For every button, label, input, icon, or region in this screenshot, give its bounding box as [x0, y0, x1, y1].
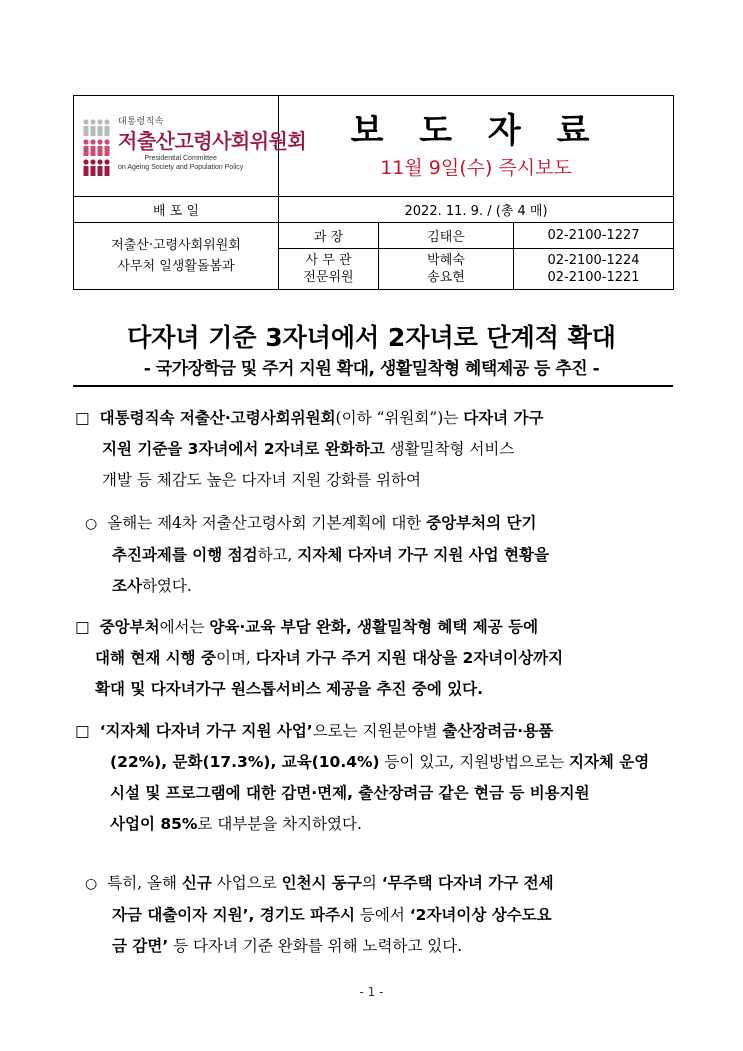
contact-name: 박혜숙 — [427, 253, 465, 268]
title-cell — [279, 96, 674, 197]
p5-text-3: 의 — [361, 874, 382, 892]
p3-bold-4: 다자녀 가구 주거 지원 대상을 2자녀이상까지 — [255, 649, 564, 667]
paragraph-3 — [75, 612, 675, 705]
p4-bold-5: 시설 및 프로그램에 대한 감면·면제, 출산장려금 같은 현금 등 비용지원 — [110, 784, 590, 802]
page-number: - 1 - — [359, 985, 384, 999]
logo-committee-name: 저출산고령사회위원회 — [118, 129, 307, 153]
p5-bold-2: 인천시 동구 — [281, 874, 362, 892]
p4-text-1: 으로는 지원분야별 — [312, 722, 443, 740]
p3-bold-3: 대해 현재 시행 중 — [95, 649, 217, 667]
contact-roles-cell — [279, 249, 379, 290]
distribution-date: 2022. 11. 9. / (총 4 매) — [279, 197, 674, 223]
p2-bold-3: 지자체 다자녀 가구 지원 사업 현황을 — [297, 546, 549, 564]
department-line1: 저출산·고령사회위원회 — [111, 238, 241, 253]
paragraph-4 — [75, 716, 675, 840]
contact-names-cell — [379, 249, 514, 290]
p5-text-4: 등에서 — [354, 906, 410, 924]
p4-text-2: 등이 있고, 지원방법으로는 — [379, 753, 569, 771]
circle-bullet-icon: ○ — [85, 516, 98, 532]
p1-text-2: 생활밀착형 서비스 — [384, 440, 515, 458]
p5-text-5: 등 다자녀 기준 완화를 위해 노력하고 있다. — [168, 937, 463, 955]
p5-bold-1: 신규 — [181, 874, 212, 892]
square-bullet-icon: □ — [75, 409, 90, 427]
committee-logo — [82, 114, 307, 184]
p1-text-1: (이하 “위원회”)는 — [335, 409, 464, 427]
paragraph-2 — [85, 508, 685, 602]
square-bullet-icon: □ — [75, 722, 90, 740]
p2-bold-4: 조사 — [112, 577, 142, 595]
people-logo-icon — [82, 118, 116, 178]
p5-text-1: 특히, 올해 — [107, 874, 182, 892]
p3-bold-1: 중앙부처 — [99, 618, 160, 636]
department-cell — [74, 223, 279, 290]
p4-bold-1: ‘지자체 다자녀 가구 지원 사업’ — [99, 722, 313, 740]
logo-english-line1: Presidential Committee — [144, 155, 217, 162]
contact-phones-cell — [514, 249, 674, 290]
circle-bullet-icon: ○ — [85, 876, 98, 892]
logo-cell — [74, 96, 307, 197]
p4-bold-3: (22%), 문화(17.3%), 교육(10.4%) — [110, 753, 380, 771]
p2-text-3: 하였다. — [141, 577, 192, 595]
p1-text-3: 개발 등 체감도 높은 다자녀 지원 강화를 위하여 — [102, 471, 421, 489]
logo-small-text: 대통령직속 — [118, 117, 164, 127]
contact-phone: 02-2100-1227 — [514, 223, 674, 249]
contact-role: 전문위원 — [303, 270, 354, 285]
document-title: 보 도 자 료 — [350, 111, 602, 151]
p5-bold-5: ‘2자녀이상 상수도요 — [409, 906, 552, 924]
p4-text-3: 로 대부분을 차지하였다. — [197, 815, 362, 833]
paragraph-5 — [85, 868, 685, 962]
p2-text-1: 올해는 제4차 저출산고령사회 기본계획에 대한 — [107, 514, 427, 532]
p1-bold-2: 다자녀 가구 — [463, 409, 544, 427]
p4-bold-2: 출산장려금·용품 — [442, 722, 554, 740]
paragraph-1 — [75, 403, 675, 496]
p5-bold-3: ‘무주택 다자녀 가구 전세 — [381, 874, 554, 892]
contact-name: 송요현 — [427, 270, 465, 285]
p5-bold-6: 금 감면’ — [112, 937, 169, 955]
p4-bold-4: 지자체 운영 — [568, 753, 650, 771]
contact-role: 사 무 관 — [305, 253, 352, 268]
p2-bold-1: 중앙부처의 단기 — [426, 514, 537, 532]
p4-bold-6: 사업이 85% — [110, 815, 198, 833]
p2-bold-2: 추진과제를 이행 점검 — [112, 546, 258, 564]
headline: 다자녀 기준 3자녀에서 2자녀로 단계적 확대 — [127, 323, 616, 352]
contact-role: 과 장 — [279, 223, 379, 249]
p2-text-2: 하고, — [257, 546, 298, 564]
header-table — [73, 95, 674, 290]
p3-text-2: 이며, — [216, 649, 256, 667]
p5-bold-4: 자금 대출이자 지원’, 경기도 파주시 — [112, 906, 355, 924]
headline-rule — [73, 385, 673, 387]
contact-phone: 02-2100-1224 — [547, 253, 640, 268]
p1-bold-3: 지원 기준을 3자녀에서 2자녀로 완화하고 — [102, 440, 385, 458]
p3-bold-5: 확대 및 다자녀가구 원스톱서비스 제공을 추진 중에 있다. — [95, 680, 484, 698]
square-bullet-icon: □ — [75, 618, 90, 636]
p3-bold-2: 양육·교육 부담 완화, 생활밀착형 혜택 제공 등에 — [209, 618, 539, 636]
contact-phone: 02-2100-1221 — [547, 270, 640, 285]
p5-text-2: 사업으로 — [211, 874, 282, 892]
contact-name: 김태은 — [379, 223, 514, 249]
p1-bold-1: 대통령직속 저출산·고령사회위원회 — [99, 409, 336, 427]
release-timing: 11월 9일(수) 즉시보도 — [380, 157, 572, 179]
logo-english-line2: on Ageing Society and Population Policy — [118, 164, 244, 171]
logo-english-name — [118, 154, 243, 172]
p3-text-1: 에서는 — [159, 618, 210, 636]
department-line2: 사무처 일생활돌봄과 — [117, 259, 235, 274]
subheadline: - 국가장학금 및 주거 지원 확대, 생활밀착형 혜택제공 등 추진 - — [143, 359, 600, 379]
distribution-label: 배 포 일 — [74, 197, 279, 223]
